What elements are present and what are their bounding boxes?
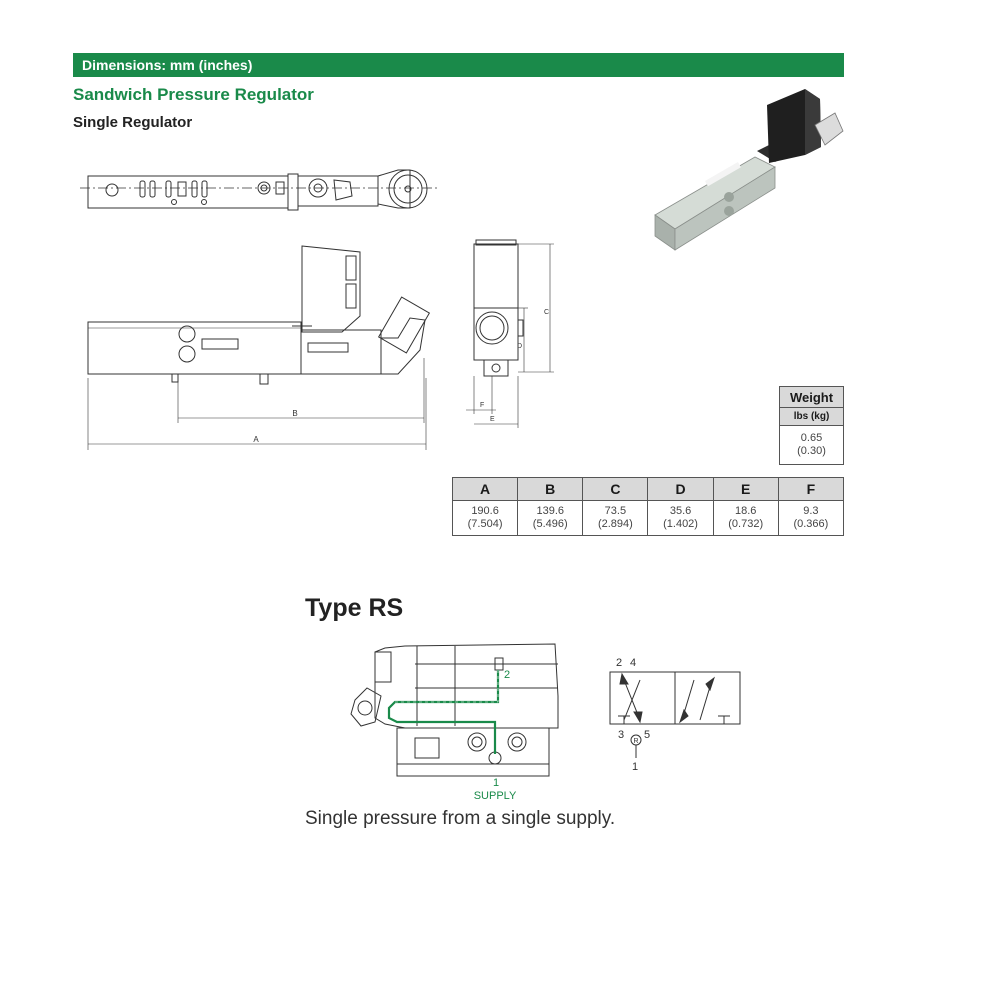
symbol-port-2: 2	[616, 657, 623, 669]
port-2-label: 2	[504, 669, 511, 681]
dim-col-header: B	[518, 478, 583, 501]
product-image	[645, 85, 845, 260]
dim-cell	[453, 501, 518, 536]
side-view-drawing	[80, 238, 450, 453]
weight-value	[780, 426, 844, 465]
dim-col-header: C	[583, 478, 648, 501]
top-view-drawing	[80, 160, 445, 215]
symbol-port-5: 5	[644, 729, 651, 741]
weight-unit: lbs (kg)	[780, 408, 844, 426]
dim-label-b: B	[292, 409, 298, 418]
symbol-port-4: 4	[630, 657, 637, 669]
dim-mm: 139.6	[536, 505, 564, 517]
port-1-label: 1	[493, 777, 500, 789]
dim-in: (2.894)	[597, 518, 633, 530]
weight-value-kg: (0.30)	[797, 445, 826, 457]
dim-label-e: E	[490, 416, 495, 423]
dim-mm: 9.3	[803, 505, 819, 517]
dim-label-c: C	[544, 309, 550, 316]
symbol-port-3: 3	[618, 729, 625, 741]
type-rs-schematic	[345, 638, 565, 803]
weight-header: Weight	[780, 387, 844, 408]
end-view-drawing	[462, 236, 560, 431]
type-rs-title: Type RS	[305, 594, 404, 622]
dim-col-header: F	[778, 478, 843, 501]
weight-table	[779, 386, 844, 465]
dim-in: (0.732)	[728, 518, 764, 530]
dim-col-header: A	[453, 478, 518, 501]
dim-in: (1.402)	[663, 518, 698, 530]
valve-symbol	[600, 650, 750, 775]
section-header-bar: Dimensions: mm (inches)	[73, 53, 844, 77]
dim-col-header: D	[648, 478, 713, 501]
type-rs-caption: Single pressure from a single supply.	[305, 808, 616, 829]
dim-label-f: F	[480, 402, 485, 409]
dim-cell	[713, 501, 778, 536]
dimensions-table	[452, 477, 844, 536]
dim-mm: 190.6	[471, 505, 499, 517]
weight-value-lbs: 0.65	[800, 432, 823, 444]
dim-label-d: D	[517, 343, 523, 350]
symbol-port-r: R	[633, 738, 639, 745]
dim-mm: 35.6	[669, 505, 692, 517]
symbol-port-1: 1	[632, 761, 639, 773]
page-title: Sandwich Pressure Regulator	[73, 85, 314, 104]
dim-col-header: E	[713, 478, 778, 501]
dim-cell	[583, 501, 648, 536]
dim-cell	[648, 501, 713, 536]
dim-in: (7.504)	[467, 518, 503, 530]
dim-cell	[778, 501, 843, 536]
dim-mm: 18.6	[734, 505, 757, 517]
dim-mm: 73.5	[604, 505, 627, 517]
dim-in: (5.496)	[532, 518, 568, 530]
dim-label-a: A	[253, 435, 259, 444]
dim-cell	[518, 501, 583, 536]
dim-in: (0.366)	[793, 518, 829, 530]
supply-label: SUPPLY	[473, 790, 517, 802]
page-subtitle: Single Regulator	[73, 114, 193, 131]
